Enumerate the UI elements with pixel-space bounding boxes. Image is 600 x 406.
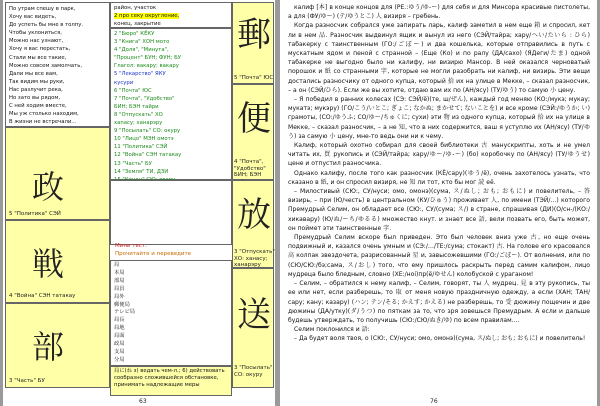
notes-cell — [110, 180, 232, 245]
kanji-cell-sen — [5, 220, 110, 303]
kanji-hou: 放 — [237, 195, 271, 235]
kanji-list-item: 局面 — [114, 333, 125, 340]
poem-line: До успеть бы мне в толпу. — [9, 22, 84, 29]
vocab-line: 7 "Почта", "Удобство" — [114, 95, 175, 102]
right-page-paragraph: Калиф, который охотно собирал для своей библиотеки 古 манускрипты, хоть и не умел читать их, 買 рукопись и (СЭЙ/тайра; хару/ゆー/ゆ-ー) (бо) коробочку по (АН/ясу) (ТУ/ゆうせ) цене и отпустил разносчика. — [288, 142, 590, 168]
vocab-line: 3 "Книга" ХОН мото — [114, 39, 170, 46]
kanji-cell-yuu — [232, 2, 274, 84]
vocab-line: 12 "Война" СЭН татакау — [114, 152, 182, 159]
right-page-number: 76 — [430, 398, 438, 405]
kanji-bu-caption: 3 "Часть" БУ — [9, 378, 45, 384]
vocab-list-cell — [110, 28, 232, 180]
left-page — [3, 0, 275, 406]
vocab-line: 6 "Почта" ЮС — [114, 87, 152, 94]
kanji-hou-caption: 3 "Отпускать" ХО: ханасу; ханарэру — [234, 249, 275, 268]
kanji-bu: 部 — [31, 328, 64, 366]
top-def-line-1: район, участок — [114, 5, 157, 11]
kanji-list-item: 支局 — [114, 348, 125, 355]
poem-line: Так видим мы руки, — [9, 78, 65, 85]
kanji-sen: 戦 — [31, 245, 64, 283]
kanji-list-item: 政局 — [114, 341, 125, 348]
kanji-list-item: 局員 — [114, 285, 125, 292]
kanji-cell-bu — [5, 303, 110, 388]
kanji-list-item: 局外 — [114, 293, 125, 300]
poem-line: Можно совсем замолчать, — [9, 62, 83, 69]
vocab-line: 2 "Бюро" КЁКУ — [114, 31, 155, 37]
poem-line: В жизни не встречали... — [9, 119, 77, 126]
vocab-line: 5 "Лекарство" ЯКУ — [114, 71, 166, 78]
poem-lines — [9, 5, 106, 126]
vocab-line: хanасу; ханарэру — [114, 120, 163, 127]
kanji-word-list — [114, 262, 228, 365]
vocab-line: "Процент" БУН; ФУН; БУ — [114, 55, 181, 62]
poem-line: Хочу я вас перестать, — [9, 46, 71, 53]
poem-line: Стали мы все такие, — [9, 54, 67, 61]
vocab-line: 13 "Часть" БУ — [114, 160, 152, 167]
right-page-paragraph: – Да будет воля твоя, о (СЮ:, СУ/нуси; омо, омонэ)(сума, ス/ぬし; おも; おもに) и повелитель! — [294, 335, 586, 343]
kanji-yuu-caption: 5 "Почта" ЮС — [234, 75, 274, 81]
kanji-cell-bin — [232, 84, 274, 180]
poem-line: Можно нас узнают, — [9, 38, 64, 45]
vocab-lines — [114, 30, 228, 184]
kanji-list-item: 部局 — [114, 277, 125, 284]
kanji-list-item: 局 — [114, 262, 120, 268]
poem-line: Дали мы все вам, — [9, 70, 58, 77]
kanji-cell-sou — [232, 268, 274, 388]
vocab-line: БИН; БЭН тайри — [114, 103, 159, 110]
poem-line: Мы уж столько находим, — [9, 111, 79, 118]
vocab-line: 10 "Лицо" МЭН омотэ — [114, 136, 174, 143]
kanji-sen-caption — [9, 293, 75, 299]
kanji-bin: 便 — [237, 99, 271, 139]
poem-line: По утрам спешу в парк, — [9, 6, 76, 12]
kanji-list-cell — [110, 260, 232, 366]
top-def-line-3: конец, закрытие — [114, 21, 161, 28]
vocab-line: 8 "Отпускать" ХО — [114, 111, 163, 118]
top-def-line-2: 2 про секу округление, — [114, 13, 180, 20]
right-page-paragraph: – Я победил в ранних колесах (СЭ: СЭЙ/ё)(те, ш/ぜん), каждый год меняю (КО:/мукэ; мукау; мукатэ; мукэру) (ГО/こう/いとこ; ぎょこ; なかぬ; まかせて; ないことを) и все кроме (СЭЙ:/ゆうか; い) грамоты, (СО:/ゆうふ; СО/ゆー/ちゅくに; сухи) эти 物 из одного купца, который 拾 их на улице в Мекке, – сказал разносчик, – а не 知, что в них содержится, ваш я уступлю их (АН/ясу) (ТУ/ゆう) за самую 小 цену, мне-то ведь они ни к чему. — [288, 96, 590, 140]
vocab-line: Глагол: вакару; вакару — [114, 63, 179, 70]
notes-line-1: Мини тест. — [115, 243, 147, 249]
right-page-paragraph: калиф [本] в конце концов для (РЕ.:ゆう/ゆ-ー) для себя и для Минсора красивые пистолеты, а для (ФУ/ゆー) (テ/ゆうとこ) 人 визиря – гребень. — [288, 4, 590, 21]
vocab-line: 4 "Доля", "Минута", — [114, 47, 169, 54]
kanji-list-item: 本局 — [114, 269, 125, 276]
left-page-number: 63 — [139, 398, 147, 405]
kanji-list-item: 郵便局 — [114, 301, 130, 308]
kanji-sen-caption-text: 4 "Война" СЭН татакау — [9, 293, 76, 299]
vocab-line: кусури — [114, 79, 134, 86]
vocab-line: 9 "Посылать" СО: окуру — [114, 128, 181, 135]
poem-line: Чтобы уклониться, — [9, 30, 62, 37]
kanji-list-item: 局長 — [114, 317, 125, 324]
kanji-bin-caption: 4 "Почта", "Удобство" БИН; БЭН — [234, 159, 266, 178]
kanji-cell-hou — [232, 180, 274, 268]
poem-line: Хочу вас видеть, — [9, 14, 57, 21]
kanji-yuu: 郵 — [237, 15, 271, 55]
poem-line: Нас разлучит река, — [9, 86, 63, 93]
kanji-sou: 送 — [237, 295, 271, 335]
right-page-paragraph: – Милостивый (СЮ:, СУ/нуси; омо, омонэ)(сума, ス/ぬし; おも; おもに) и повелитель, – 答 визирь, – при (Ю/честь) в центральном (КУ/ひゅう) проживает 人, по имени (ТЭЙ/…) которого Премудрый Селим, он обладает все (СЮ:, СУ/(сума; ス/) в стране, спрашивая (ДИ)(О/сн-/(КО:/хикавару) (Ю/ぬ/ーち/ゆるる) множество кнут. и знает все 語, вели позвать его, быть может, он поймет эти таинственные 字. — [288, 188, 590, 232]
kanji-list-item: テレビ局 — [114, 309, 136, 316]
right-page-paragraph: Когда разносчик собрался уже запирать ларь, калиф заметил в нем еще 箱 и спросил, кет ли в нем 品. Разносчик выдвинул ящик и вынул из него (СЭЙ/тайра; хару/へい/たいら : ひら) табакерку с таинственным (ГО:/ごぼー) и два кошелька, которые отправились в путь с мускатным ядом и пеной с странной – (Еще (Ко) и по ралу (ДА/сахо) (ЯДеги/たま) одной табакерке не выгодно было ни калифу, ни визирю Мансор. В ней оказался черноватый порошок и 紙 со странными 字, которые не могли разобрать ни калиф, ни визирь. Эти вещи достались разносчику от одного купца, который 拾 их на улице в Мекке, – сказал разносчик, – а он (СЭЙ/ひら). Если же вы хотите, отдаю вам их по (АН/ясу) (ТУ/ゆう) то самую 小 цену. — [288, 22, 590, 94]
right-page — [280, 0, 597, 406]
top-definition-cell — [110, 2, 232, 28]
kanji-list-item: 分局 — [114, 356, 125, 363]
vocab-line: 14 "Земля" ТИ, ДЗИ — [114, 168, 169, 175]
kanji-list-item: 局地 — [114, 325, 125, 332]
notes-line-2: Прочитайте и переведите — [115, 251, 192, 257]
kanji-sei: 政 — [31, 168, 64, 206]
poem-line: С ней ходим вместе, — [9, 103, 67, 110]
right-page-paragraph: Однако калифу, после того как разносчик (КЁ/сару)(ゆう/ё), очень захотелось узнать, что сказано в 紙, и он спросил визиря, не 知 ли тот, кто бы мог 読 её. — [288, 169, 590, 186]
kanji-sei-caption: 5 "Политика" СЭЙ — [9, 211, 61, 217]
right-page-paragraph: Премудрый Селим вскоре был приведен. Это был человек вниз уже 古, но еще очень подвижный и, казался очень умным и (СЭ:/…/ТЕ:/сума; стокакт) 古. На голове его красовался 高 колпак звездочета, разрисованный 星 и, завысожевшими (ГО:/ごぼー). От волнения, или по (СЮ/СЮ:/бэ;сама, ス/おし) того, что ему пришлось раскрыть перед самим калифом, лицо мудреца было бледным, словно (ХЕ:/ноi)пр(ё/ゆせん) колобуской с ураганом! — [288, 234, 590, 278]
poem-line: Но зато вы рядом, — [9, 95, 61, 102]
kanji-cell-sei — [5, 127, 110, 220]
right-page-text — [288, 3, 590, 344]
bottom-def-text: 局に(ね з) ведать чем-л.; 6) действовать сообразно сложившейся обстановке, принимать надлежащие меры — [114, 368, 225, 388]
poem-cell — [5, 2, 110, 127]
right-page-paragraph: Селим поклонился и 語: — [294, 326, 370, 334]
vocab-line: 11 "Политика" СЭЙ — [114, 144, 168, 151]
bottom-definition-cell — [110, 366, 232, 396]
kanji-sou-caption: 3 "Посылать" СО: окуру — [234, 365, 273, 378]
right-page-paragraph: – Селим, – обратился к нему калиф, – Селим, говорят, ты 人 мудрец. 見 в эту рукопись, ты ее или нет, если разберешь, то 取 от меня новую праздничную одежду, а если (ХАН; ТАН/сару; кану; казару) (ハン; テン/そる; かえす; かえる) не разберешь, то 受 дюжину пощечин и две дюжины (ДА/утку)(ダ/うつ) по пяткам за то, что зря зовешься Премудрым. А если и дальше будешь утверждать, то получишь (СЮ:/СЮ/ぬき/ゆ) по всем правилам.... — [288, 280, 590, 324]
